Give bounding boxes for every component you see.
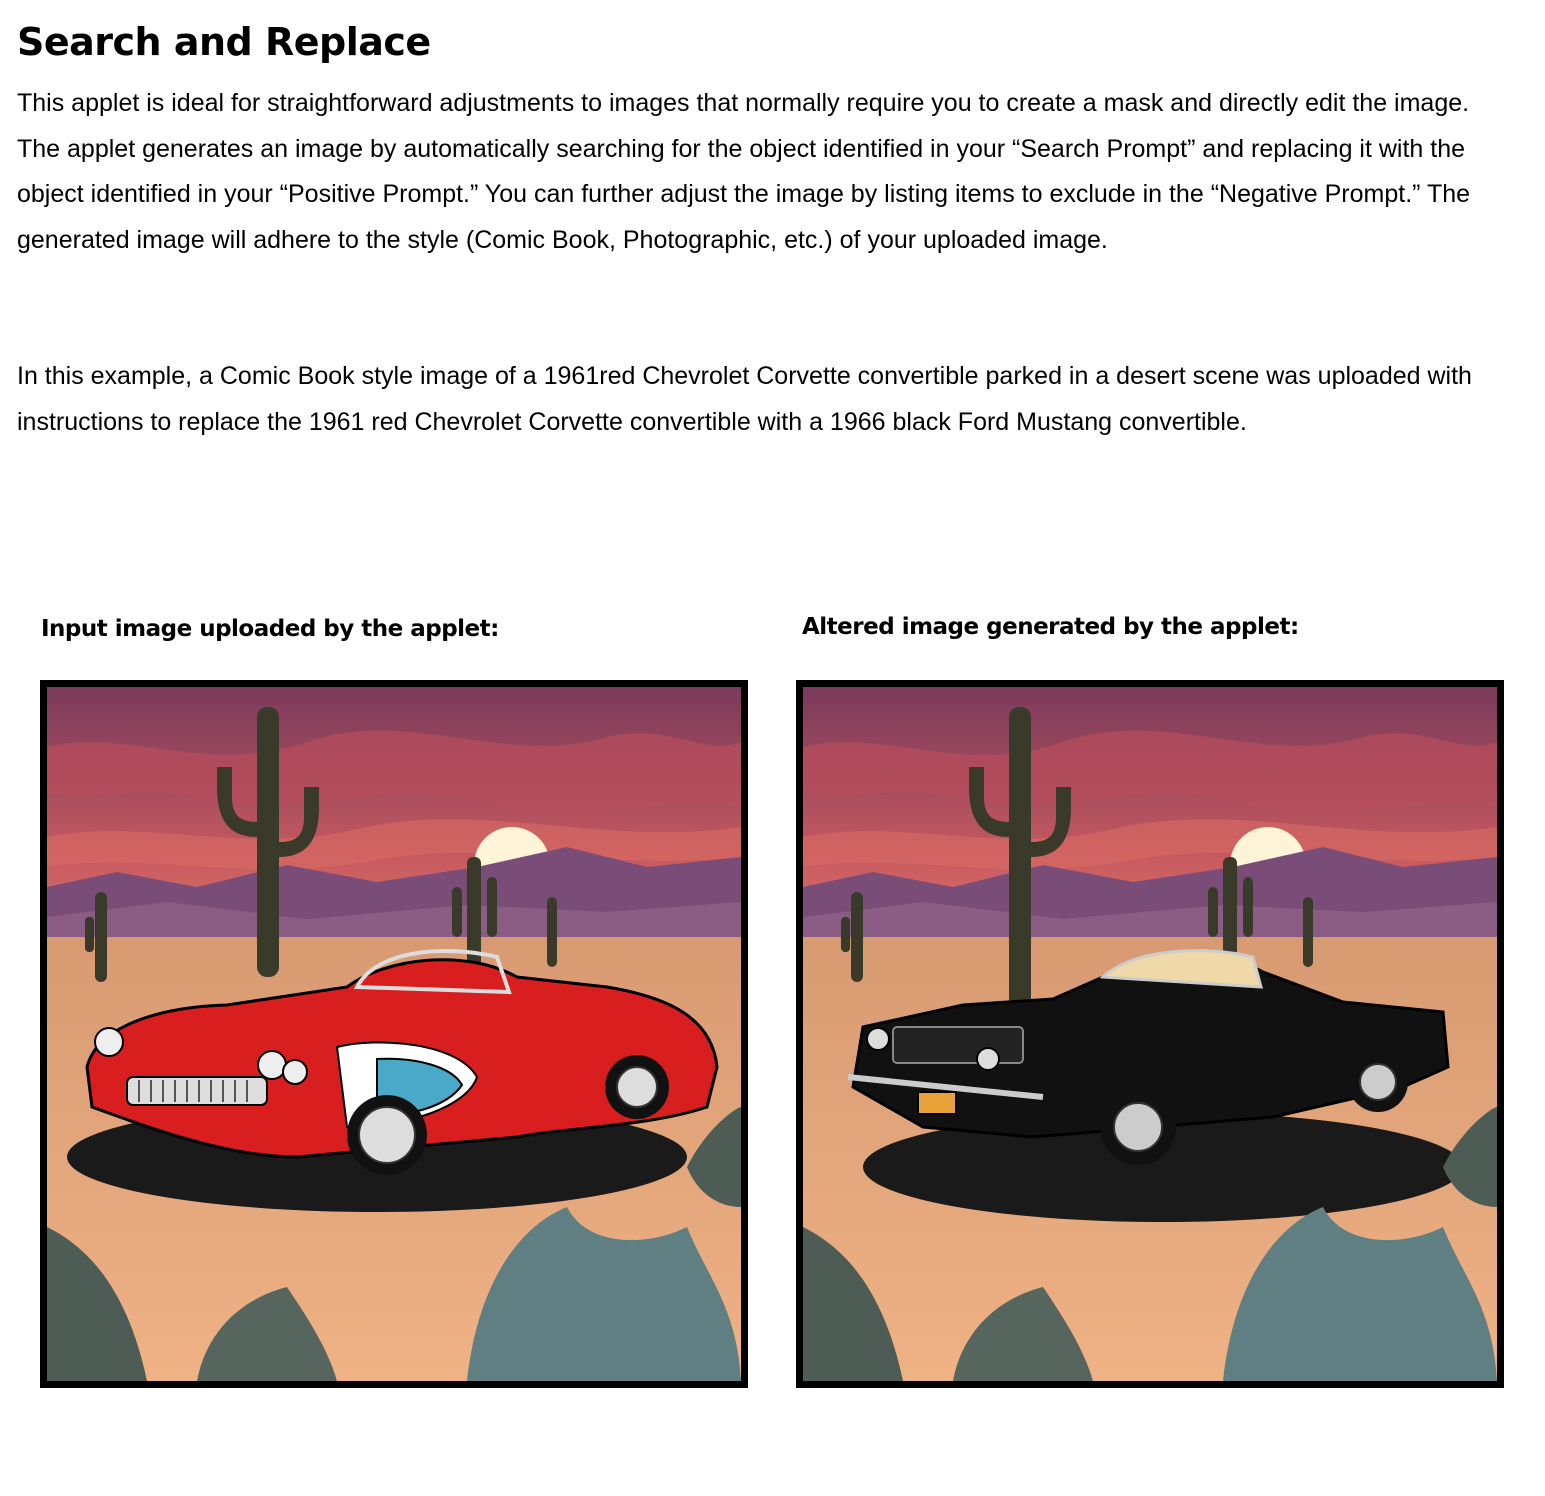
output-image-illustration <box>803 687 1497 1381</box>
page-title: Search and Replace <box>17 20 431 64</box>
output-image-caption: Altered image generated by the applet: <box>802 614 1299 640</box>
description-paragraph: This applet is ideal for straightforward adjustments to images that normally require you to create a mask and directly edit the image. The applet generates an image by automatically searching for the object identified in your “Search Prompt” and replacing it with the object identified in your “Positive Prompt.” You can further adjust the image by listing items to exclude in the “Negative Prompt.” The generated image will adhere to the style (Comic Book, Photographic, etc.) of your uploaded image. <box>17 89 1471 254</box>
input-image-caption: Input image uploaded by the applet: <box>41 616 499 642</box>
output-image <box>796 680 1504 1388</box>
example-paragraph: In this example, a Comic Book style image of a 1961red Chevrolet Corvette convertible parked in a desert scene was uploaded with instructions to replace the 1961 red Chevrolet Corvette convertible with a 1966 black Ford Mustang convertible. <box>17 362 1472 436</box>
input-image <box>40 680 748 1388</box>
input-image-illustration <box>47 687 741 1381</box>
